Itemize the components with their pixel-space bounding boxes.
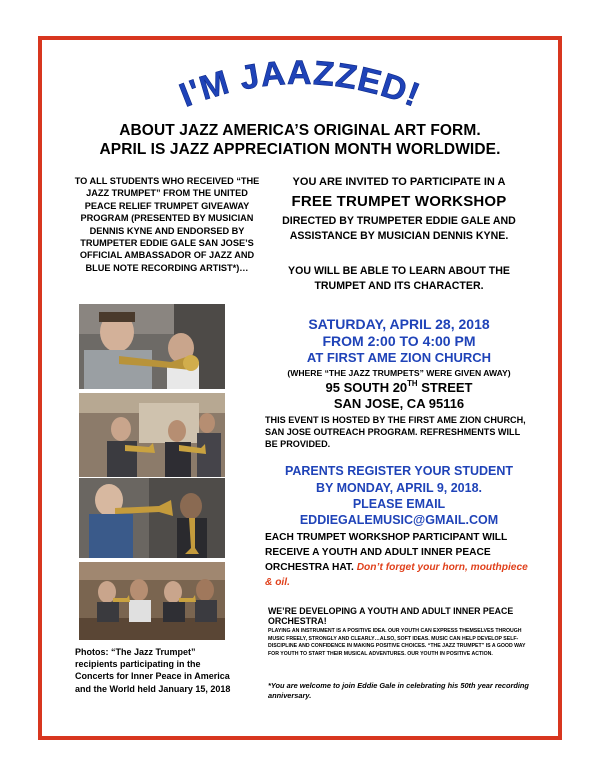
- reminder-text: Don’t forget your horn, mouthpiece & oil.: [265, 562, 528, 588]
- workshop-heading: FREE TRUMPET WORKSHOP: [291, 193, 507, 210]
- flyer-title-text: I'M JAAZZED!: [174, 53, 426, 115]
- photo-students-trumpets-2: [79, 393, 225, 477]
- subhead-line-2: APRIL IS JAZZ APPRECIATION MONTH WORLDWIDE.: [99, 141, 501, 158]
- developing-heading: WE’RE DEVELOPING A YOUTH AND ADULT INNER PEACE ORCHESTRA!: [268, 606, 514, 627]
- event-address-street: [265, 380, 533, 395]
- address-ordinal: TH: [407, 379, 418, 388]
- flyer-title: [140, 46, 460, 124]
- learn-text: YOU WILL BE ABLE TO LEARN ABOUT THE TRUMPET AND ITS CHARACTER.: [288, 265, 510, 292]
- register-line-1: PARENTS REGISTER YOUR STUDENT: [284, 464, 514, 478]
- register-line-2: BY MONDAY, APRIL 9, 2018.: [315, 481, 483, 495]
- hosted-text: THIS EVENT IS HOSTED BY THE FIRST AME ZION CHURCH, SAN JOSE OUTREACH PROGRAM. REFRESHMENTS WILL BE PROVIDED.: [265, 415, 526, 450]
- welcome-note: *You are welcome to join Eddie Gale in celebrating his 50th year recording anniversary.: [268, 681, 529, 701]
- register-line-3: PLEASE EMAIL: [352, 497, 446, 511]
- where-note: (WHERE “THE JAZZ TRUMPETS” WERE GIVEN AWAY): [287, 368, 511, 378]
- photo-students-trumpets-3: [79, 478, 225, 558]
- receive-text: [265, 530, 535, 590]
- event-venue: AT FIRST AME ZION CHURCH: [306, 350, 492, 365]
- event-address-city: SAN JOSE, CA 95116: [333, 396, 465, 411]
- event-date: SATURDAY, APRIL 28, 2018: [308, 316, 490, 332]
- address-number: 95 SOUTH 20: [325, 380, 408, 395]
- receive-main: EACH TRUMPET WORKSHOP PARTICIPANT WILL RECEIVE A YOUTH AND ADULT INNER PEACE ORCHESTRA HAT.: [265, 532, 508, 573]
- directed-by: DIRECTED BY TRUMPETER EDDIE GALE AND ASSISTANCE BY MUSICIAN DENNIS KYNE.: [282, 215, 516, 242]
- photo-students-trumpets-4: [79, 562, 225, 640]
- subhead-line-1: ABOUT JAZZ AMERICA’S ORIGINAL ART FORM.: [119, 122, 481, 139]
- invite-line: YOU ARE INVITED TO PARTICIPATE IN A: [292, 176, 506, 188]
- photo-students-trumpets-1: [79, 304, 225, 389]
- register-email[interactable]: EDDIEGALEMUSIC@GMAIL.COM: [299, 513, 499, 527]
- svg-text:I'M JAAZZED!: [174, 54, 425, 115]
- event-time: FROM 2:00 TO 4:00 PM: [322, 333, 476, 349]
- address-street-word: STREET: [417, 380, 473, 395]
- intro-text: TO ALL STUDENTS WHO RECEIVED “THE JAZZ TRUMPET” FROM THE UNITED PEACE RELIEF TRUMPET GIVEAWAY PROGRAM (PRESENTED BY MUSICIAN DENNIS KYNE AND ENDORSED BY TRUMPETER EDDIE GALE SAN JOSE’S OFFICIAL AMBASSADOR OF JAZZ AND BLUE NOTE RECORDING ARTIST*)…: [74, 176, 260, 273]
- playing-text: PLAYING AN INSTRUMENT IS A POSITIVE IDEA. OUR YOUTH CAN EXPRESS THEMSELVES THROUGH MUSIC FREELY, STRONGLY AND CLEARLY…ALSO, SOFT IDEAS. MUSIC CAN HELP DEVELOP SELF-DISCIPLINE AND CONFIDENCE IN MAKING POSITIVE CHOICES. “THE JAZZ TRUMPET” IS A GOOD WAY FOR YOUTH TO START THEIR MUSICAL ADVENTURES. OUR YOUTH IN POSITIVE ACTION.: [268, 628, 526, 657]
- photo-caption: Photos: “The Jazz Trumpet” recipients participating in the Concerts for Inner Peace in America and the World held January 15, 2018: [75, 647, 231, 694]
